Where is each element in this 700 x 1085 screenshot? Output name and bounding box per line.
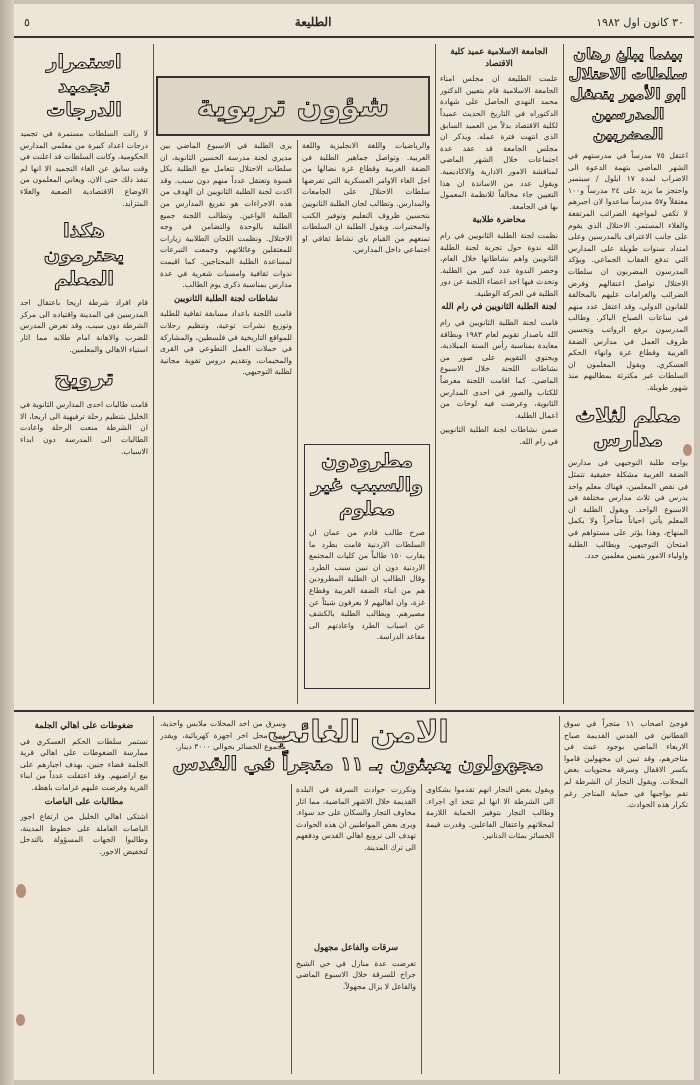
strike-article: اعتقل ٧٥ مدرساً في مدرستهم في الشهر الماضي بتهمة الدعوة الى الاضراب لمدة ١٧ ايلول / سبتمبر واحتجز ما يزيد على ٢٤ مدرساً و١٠٠ معتقلاً و٥٧ مدرساً ساعدوا لان اجبرهم لا تكفي لمواجهة الضرائب المرتفعة والغلاء المستمر. الاحتلال الذي يقوم على جانب الاعتراف بالمدرسين وعلى امتداد سنوات طويلة على المدارس التي تدفع العقاب الجماعي. ويؤكد المدرسون المضربون ان سلطات الاحتلال تواصل اعتقالهم وفرض الضرائب والغرامات عليهم بالمخالفة للقانون الدولي، وقد اعتقل عدد منهم في ساعات الصباح الباكر. وطالب المدرسون برفع الرواتب وتحسين ظروف العمل في مدارس الضفة الغربية وقطاع غزة وانهاء الحكم العسكري. ويقول المعلمون ان السلطات غير مكترثة بمطالبهم منذ شهور طويلة. — [568, 151, 688, 392]
teacher-headline: معلم لثلاث مدارس — [575, 403, 681, 452]
section-banner-title: شؤون تربوية — [196, 88, 390, 124]
education-article: والرياضيات واللغة الانجليزية واللغة العربية. وتواصل جماهير الطلبة في الضفة الغربية وقطاع غزة نضالها من اجل الغاء الاوامر العسكرية التي تفرضها سلطات الاحتلال على الجامعات والمدارس. وتطالب لجان الطلبة الثانويين بتحسين ظروف التعليم وتوفير الكتب والمختبرات. ويقول الطلبة ان السلطات تمنعهم من القيام باي نشاط ثقافي او اجتماعي داخل المدارس. — [302, 141, 430, 255]
column-rule — [291, 784, 292, 1074]
activities-headline: نشاطات لجنة الطلبة الثانويين — [173, 293, 279, 304]
buses-headline: مطالبات على الباصات — [44, 796, 124, 807]
teacher-article: يواجه طلبة التوجيهي في مدارس الضفة الغربية مشكلة حقيقية تتمثل في نقص المعلمين، فهناك معلم واحد يدرس في ثلاث مدارس مختلفة في الاسبوع الواحد. ويقول الطلبة ان المعلم يأتي احياناً متأخراً ولا يكمل المنهاج، وهذا يؤثر على مستواهم في امتحان التوجيهي. ويطالب الطلبة واولياء الامور بتعيين معلمين جدد. — [568, 458, 688, 561]
page-header — [14, 8, 694, 38]
grades-headline: استمرار تجميد الدرجات — [46, 51, 122, 121]
lecture-headline: محاضرة طلابية — [472, 215, 526, 226]
paper-stain — [16, 884, 26, 898]
column-3 — [302, 140, 430, 440]
bottom-col-a — [564, 718, 688, 1073]
column-right — [568, 44, 688, 704]
respect-headline: هكذا يحترمون المعلم — [43, 220, 125, 291]
column-rule — [153, 716, 154, 1074]
column-rule — [435, 44, 436, 704]
university-article: علمت الطليعة ان مجلس امناء الجامعة الاسلامية قام بتعيين الدكتور محمد النهدي الحاصل على شهادة الدكتوراه في التاريخ الحديث عميداً لكلية الاقتصاد بدلاً من العميد السابق الذي انتهت فترة عمله. ويذكر ان مجلس الجامعة قد عقد عدة اجتماعات خلال الشهر الماضي لمناقشة الامور الادارية والاكاديمية. ويقول عدد من الاساتذة ان هذا التعيين جاء مخالفاً للانظمة المعمول بها في الجامعة. — [440, 74, 558, 211]
activities-article: قامت اللجنة باعداد مسابقة ثقافية للطلبة وتوزيع نشرات توعية، وتنظيم رحلات للمواقع التاريخية في فلسطين، والمشاركة في حملات العمل التطوعي في القرى والمخيمات، وتقديم دروس تقوية مجانية لطلبة التوجيهي. — [160, 309, 292, 377]
issue-date: ٣٠ كانون اول ١٩٨٢ — [596, 15, 684, 29]
shops-article-b: ويقول بعض التجار انهم تقدموا بشكاوى الى الشرطة الا انها لم تتخذ اي اجراء. وطالب التجار بتوفير الحماية اللازمة لمحلاتهم واعتقال الفاعلين. وقدرت قيمة الخسائر بمئات الدنانير. — [426, 785, 554, 841]
expelled-headline: مطرودون والسبب غير معلوم — [311, 450, 423, 520]
column-left — [20, 44, 148, 704]
column-rule — [559, 716, 560, 1074]
page-edge — [0, 0, 14, 1085]
union-closing: ضمن نشاطات لجنة الطلبة الثانويين في رام الله. — [440, 425, 558, 446]
expelled-article: صرح طالب قادم من عمان ان السلطات الاردنية قامت بطرد ما يقارب ١٥٠ طالباً من كليات المجتمع الاردنية دون ان تبين سبب الطرد. وقال الطالب ان الطلبة المطرودين هم من ابناء الضفة الغربية وقطاع غزة، وان اهاليهم لا يعرفون شيئاً عن مصيرهم. ويطالب الطلبة بالكشف عن اسباب الطرد واعادتهم الى مقاعد الدراسة. — [309, 528, 425, 642]
buses-article: اشتكى اهالي الخليل من ارتفاع اجور الباصات العاملة على خطوط المدينة، وطالبوا الجهات المسؤولة بالتدخل لتخفيض الاجور. — [20, 812, 148, 856]
section-divider — [14, 710, 694, 712]
paper-stain — [683, 444, 692, 456]
lecture-article: نظمت لجنة الطلبة الثانويين في رام الله ندوة حول تجربة لجنة الطلبة الثانويين واهم نشاطاتها خلال العام، وحضر الندوة عدد كبير من الطلبة. وتحدث فيها احد اعضاء اللجنة عن دور الطلبة في الحركة الوطنية. — [440, 230, 558, 298]
jalameh-article: تستمر سلطات الحكم العسكري في ممارسة الضغوطات على اهالي قرية الجلمة قضاء جنين، بهدف اجبارهم على بيع اراضيهم. وقد اعتقلت عدداً من ابناء القرية وفرضت عليهم غرامات باهظة. — [20, 736, 148, 792]
bottom-col-f — [20, 718, 148, 1073]
shops-article-a: فوجئ اصحاب ١١ متجراً في سوق القطانين في القدس القديمة صباح الاربعاء الماضي بوجود عبث في متاجرهم، وقد تبين ان مجهولين قاموا بكسر الاقفال وسرقة محتويات بعض المحلات. ويقول التجار ان الشرطة لم تقم بواجبها في حماية المتاجر رغم تكرار هذه الحوادث. — [564, 719, 688, 810]
theft-headline: سرقات والفاعل مجهول — [313, 943, 399, 953]
bottom-col-b — [426, 784, 554, 1074]
jalameh-headline: ضغوطات على اهالي الجلمة — [34, 721, 134, 731]
column-rule — [297, 140, 298, 704]
security-subheadline: مجهولون يعبثون بـ ١١ متجراً في القدس — [172, 753, 544, 775]
bottom-col-d — [160, 718, 286, 1073]
theft-article: تعرضت عدة منازل في حي الشيخ جراح للسرقة خلال الاسبوع الماضي والفاعل لا يزال مجهولاً. — [296, 958, 416, 991]
respect-article: قام افراد شرطة اريحا باعتقال احد المدرسين في المدينة واقتياده الى مركز الشرطة دون سبب، وقد تعرض المدرس للضرب والاهانة امام طلابه مما اثار استياء الاهالي والمعلمين. — [20, 298, 148, 354]
security-headline: الامن الغائب — [267, 715, 449, 750]
column-rule — [153, 44, 154, 704]
students-article: يرى الطلبة في الاسبوع الماضي بين مديري لجنة مدرسة الحسين الثانوية، ان سلطات الاحتلال تتعامل مع الطلبة بكل قسوة وتعتقل عدداً منهم دون سبب. وقد اكدت لجنة الطلبة الثانويين ان الهدف من هذه الاجراءات هو تفريغ المدارس من الطلبة الواعين. وتطالب اللجنة جميع الطلبة بالوحدة والتضامن في وجه الاحتلال. ونظمت اللجان الطلابية زيارات للمعتقلين وعائلاتهم، وجمعت التبرعات لمساعدة الطلبة المحتاجين. كما اقيمت ندوات ثقافية وامسيات شعرية في عدة مدارس بمناسبة ذكرى يوم الطالب. — [160, 141, 292, 290]
university-headline: الجامعة الاسلامية عميد كلية الاقتصاد — [450, 47, 548, 69]
newspaper-page — [14, 4, 694, 1080]
page-number: ٥ — [24, 15, 30, 29]
expelled-box — [304, 444, 430, 689]
trip-headline: ترويح — [54, 366, 114, 392]
bottom-col-c — [296, 784, 416, 934]
column-2 — [440, 44, 558, 704]
column-4 — [160, 140, 292, 704]
paper-stain — [16, 1014, 25, 1026]
trip-article: قامت طالبات احدى المدارس الثانوية في الخليل بتنظيم رحلة ترفيهية الى اريحا، الا ان الشرطة منعت الرحلة واعادت الطالبات الى المدرسة دون ابداء الاسباب. — [20, 400, 148, 456]
column-rule — [421, 784, 422, 1074]
paper-name: الطليعة — [294, 15, 332, 29]
union-headline: لجنة الطلبة الثانويين في رام الله — [441, 302, 557, 313]
shops-article-c: وتكررت حوادث السرقة في البلدة القديمة خلال الاشهر الماضية، مما اثار مخاوف التجار والسكان على حد سواء. ويرى بعض المواطنين ان هذه الحوادث تهدف الى ترويع اهالي القدس ودفعهم الى ترك المدينة. — [296, 785, 416, 852]
union-article: قامت لجنة الطلبة الثانويين في رام الله باصدار تقويم لعام ١٩٨٣ وبطاقة معايدة بمناسبة رأس السنة الميلادية، ويحتوي التقويم على صور من نشاطات اللجنة خلال الاسبوع الماضي. كما اقامت اللجنة معرضاً للكتاب والصور في احدى المدارس الثانوية، وعرضت فيه لوحات من اعمال الطلبة. — [440, 318, 558, 420]
grades-article: لا زالت السلطات مستمرة في تجميد درجات اعداد كبيرة من معلمي المدارس الحكومية، وكانت السلطات قد اعلنت في وقت سابق عن الغاء التجميد الا انها لم تنفذ ذلك حتى الان. ويعاني المعلمون من الاوضاع الاقتصادية الصعبة والغلاء المتزايد. — [20, 129, 148, 208]
column-rule — [563, 44, 564, 704]
strike-headline: بينما يبلغ رهان سلطات الاحتلال ابو الأمير يتعقل المدرسين المضربين — [568, 45, 688, 143]
section-banner — [156, 76, 430, 136]
bottom-col-e — [296, 940, 416, 1074]
shops-article-d: وسرق من احد المحلات ملابس واحذية، ومن محل اخر اجهزة كهربائية، ويقدر مجموع الخسائر بحوالي ٣٠٠٠ دينار. — [160, 719, 286, 752]
